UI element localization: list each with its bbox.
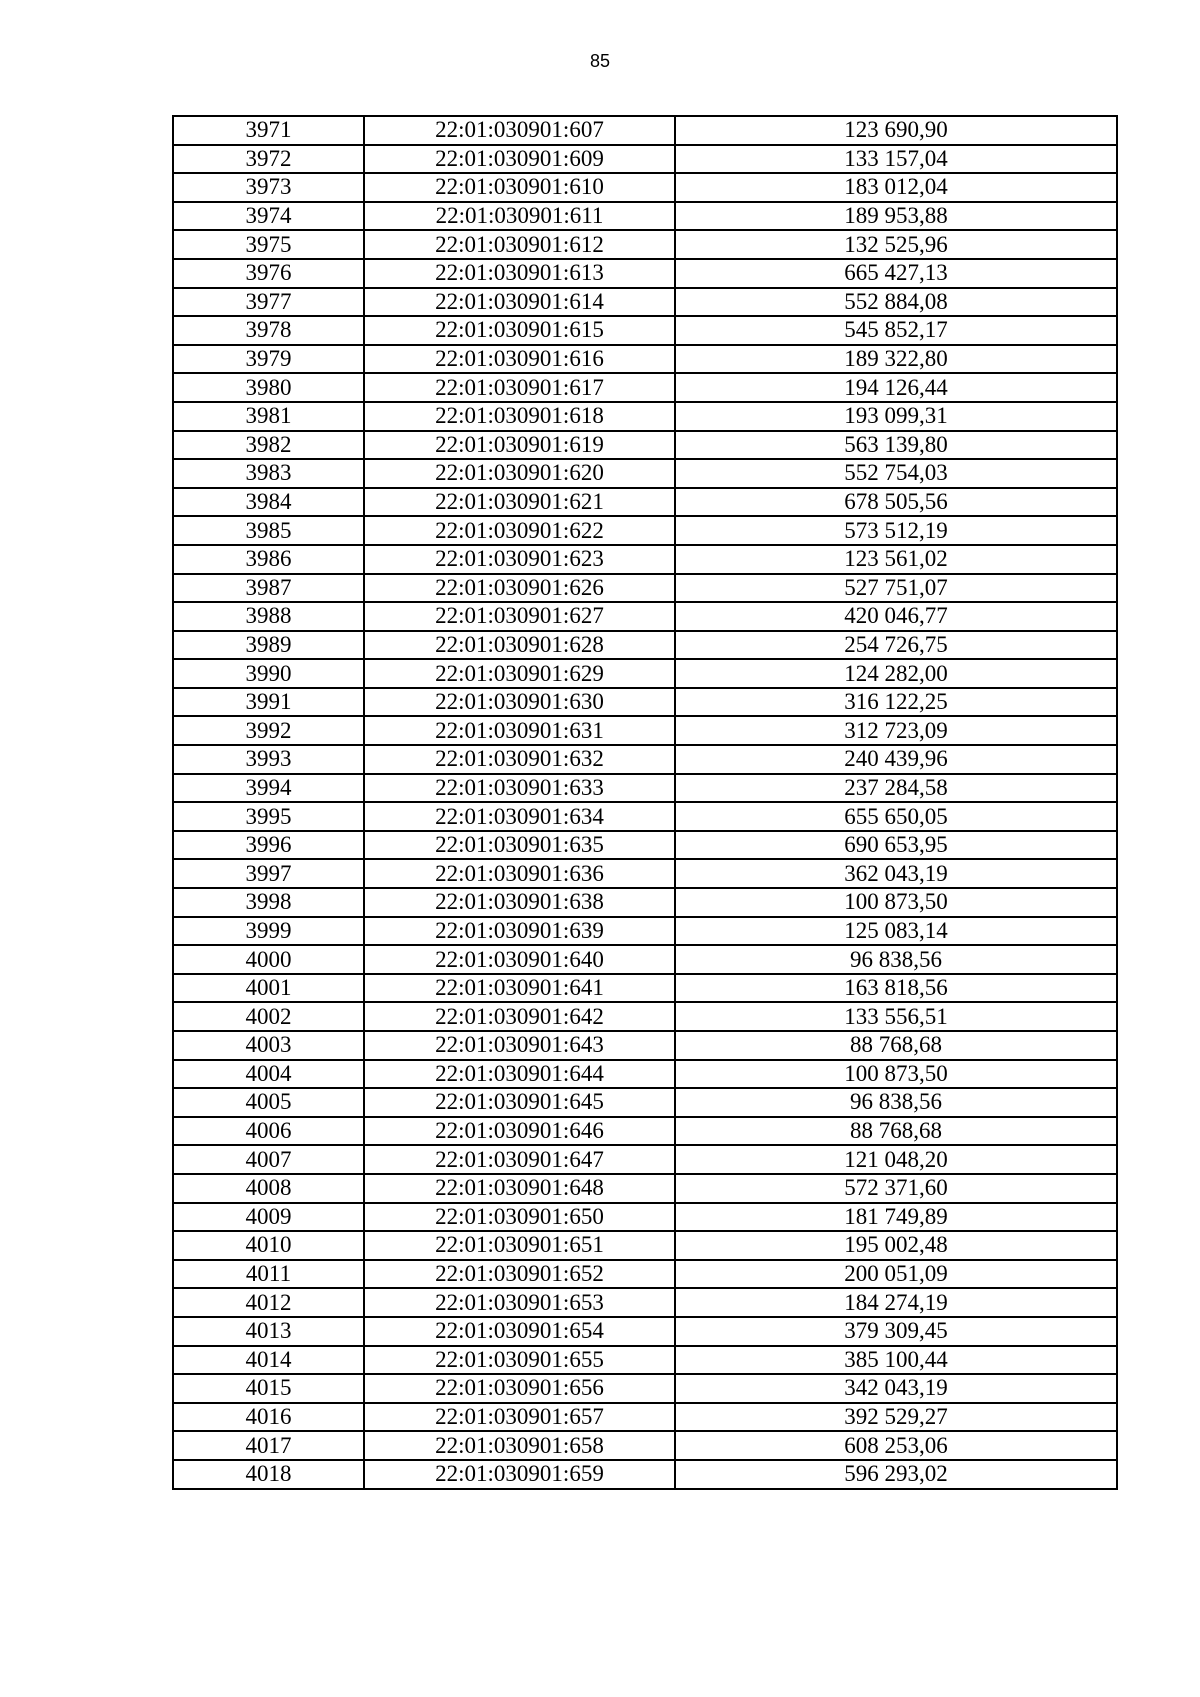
cadastral-number-cell: 22:01:030901:610 xyxy=(364,173,675,202)
table-row xyxy=(173,516,1117,545)
value-cell: 96 838,56 xyxy=(675,1088,1117,1117)
table-row xyxy=(173,802,1117,831)
table-row xyxy=(173,659,1117,688)
table-row xyxy=(173,1088,1117,1117)
value-cell: 200 051,09 xyxy=(675,1260,1117,1289)
table-row xyxy=(173,545,1117,574)
value-cell: 316 122,25 xyxy=(675,688,1117,717)
row-number-cell: 4011 xyxy=(173,1260,364,1289)
value-cell: 123 690,90 xyxy=(675,116,1117,145)
row-number-cell: 3998 xyxy=(173,888,364,917)
table-row xyxy=(173,202,1117,231)
table-row xyxy=(173,917,1117,946)
row-number-cell: 4003 xyxy=(173,1031,364,1060)
row-number-cell: 3983 xyxy=(173,459,364,488)
cadastral-number-cell: 22:01:030901:627 xyxy=(364,602,675,631)
value-cell: 183 012,04 xyxy=(675,173,1117,202)
data-table xyxy=(172,115,1118,1490)
value-cell: 572 371,60 xyxy=(675,1174,1117,1203)
row-number-cell: 4000 xyxy=(173,945,364,974)
row-number-cell: 3989 xyxy=(173,631,364,660)
row-number-cell: 3990 xyxy=(173,659,364,688)
cadastral-number-cell: 22:01:030901:644 xyxy=(364,1060,675,1089)
table-row xyxy=(173,288,1117,317)
table-row xyxy=(173,888,1117,917)
row-number-cell: 3974 xyxy=(173,202,364,231)
row-number-cell: 3984 xyxy=(173,488,364,517)
value-cell: 181 749,89 xyxy=(675,1203,1117,1232)
table-row xyxy=(173,1431,1117,1460)
value-cell: 88 768,68 xyxy=(675,1031,1117,1060)
table-row xyxy=(173,745,1117,774)
row-number-cell: 3992 xyxy=(173,716,364,745)
table-row xyxy=(173,1060,1117,1089)
cadastral-number-cell: 22:01:030901:650 xyxy=(364,1203,675,1232)
table-row xyxy=(173,1403,1117,1432)
table-row xyxy=(173,116,1117,145)
cadastral-number-cell: 22:01:030901:654 xyxy=(364,1317,675,1346)
table-row xyxy=(173,1460,1117,1489)
cadastral-number-cell: 22:01:030901:651 xyxy=(364,1231,675,1260)
table-row xyxy=(173,974,1117,1003)
value-cell: 237 284,58 xyxy=(675,774,1117,803)
value-cell: 527 751,07 xyxy=(675,574,1117,603)
table-row xyxy=(173,831,1117,860)
value-cell: 132 525,96 xyxy=(675,230,1117,259)
row-number-cell: 3978 xyxy=(173,316,364,345)
table-body xyxy=(173,116,1117,1489)
table-row xyxy=(173,1231,1117,1260)
cadastral-number-cell: 22:01:030901:615 xyxy=(364,316,675,345)
table-row xyxy=(173,259,1117,288)
cadastral-number-cell: 22:01:030901:634 xyxy=(364,802,675,831)
cadastral-number-cell: 22:01:030901:638 xyxy=(364,888,675,917)
table-row xyxy=(173,574,1117,603)
cadastral-number-cell: 22:01:030901:642 xyxy=(364,1002,675,1031)
table-row xyxy=(173,1346,1117,1375)
cadastral-number-cell: 22:01:030901:622 xyxy=(364,516,675,545)
row-number-cell: 4010 xyxy=(173,1231,364,1260)
row-number-cell: 4014 xyxy=(173,1346,364,1375)
row-number-cell: 4012 xyxy=(173,1288,364,1317)
table-row xyxy=(173,1374,1117,1403)
table-row xyxy=(173,716,1117,745)
cadastral-number-cell: 22:01:030901:657 xyxy=(364,1403,675,1432)
value-cell: 123 561,02 xyxy=(675,545,1117,574)
row-number-cell: 3981 xyxy=(173,402,364,431)
table-row xyxy=(173,230,1117,259)
value-cell: 312 723,09 xyxy=(675,716,1117,745)
row-number-cell: 3975 xyxy=(173,230,364,259)
row-number-cell: 3971 xyxy=(173,116,364,145)
row-number-cell: 3976 xyxy=(173,259,364,288)
value-cell: 121 048,20 xyxy=(675,1145,1117,1174)
cadastral-number-cell: 22:01:030901:636 xyxy=(364,859,675,888)
table-row xyxy=(173,631,1117,660)
table-row xyxy=(173,431,1117,460)
row-number-cell: 3996 xyxy=(173,831,364,860)
value-cell: 392 529,27 xyxy=(675,1403,1117,1432)
cadastral-number-cell: 22:01:030901:633 xyxy=(364,774,675,803)
cadastral-number-cell: 22:01:030901:640 xyxy=(364,945,675,974)
row-number-cell: 4004 xyxy=(173,1060,364,1089)
cadastral-number-cell: 22:01:030901:647 xyxy=(364,1145,675,1174)
row-number-cell: 3986 xyxy=(173,545,364,574)
cadastral-number-cell: 22:01:030901:613 xyxy=(364,259,675,288)
row-number-cell: 4005 xyxy=(173,1088,364,1117)
value-cell: 189 953,88 xyxy=(675,202,1117,231)
row-number-cell: 3994 xyxy=(173,774,364,803)
cadastral-number-cell: 22:01:030901:648 xyxy=(364,1174,675,1203)
table-row xyxy=(173,402,1117,431)
value-cell: 655 650,05 xyxy=(675,802,1117,831)
cadastral-number-cell: 22:01:030901:614 xyxy=(364,288,675,317)
cadastral-number-cell: 22:01:030901:623 xyxy=(364,545,675,574)
row-number-cell: 3979 xyxy=(173,345,364,374)
cadastral-number-cell: 22:01:030901:629 xyxy=(364,659,675,688)
row-number-cell: 4008 xyxy=(173,1174,364,1203)
cadastral-number-cell: 22:01:030901:659 xyxy=(364,1460,675,1489)
cadastral-number-cell: 22:01:030901:653 xyxy=(364,1288,675,1317)
table-row xyxy=(173,774,1117,803)
cadastral-number-cell: 22:01:030901:646 xyxy=(364,1117,675,1146)
table-row xyxy=(173,373,1117,402)
row-number-cell: 3973 xyxy=(173,173,364,202)
table-row xyxy=(173,1288,1117,1317)
cadastral-number-cell: 22:01:030901:620 xyxy=(364,459,675,488)
row-number-cell: 3972 xyxy=(173,145,364,174)
table-row xyxy=(173,945,1117,974)
cadastral-number-cell: 22:01:030901:616 xyxy=(364,345,675,374)
value-cell: 362 043,19 xyxy=(675,859,1117,888)
value-cell: 133 556,51 xyxy=(675,1002,1117,1031)
cadastral-number-cell: 22:01:030901:635 xyxy=(364,831,675,860)
row-number-cell: 3993 xyxy=(173,745,364,774)
table-row xyxy=(173,1031,1117,1060)
row-number-cell: 3987 xyxy=(173,574,364,603)
cadastral-number-cell: 22:01:030901:645 xyxy=(364,1088,675,1117)
row-number-cell: 3977 xyxy=(173,288,364,317)
cadastral-number-cell: 22:01:030901:609 xyxy=(364,145,675,174)
value-cell: 552 884,08 xyxy=(675,288,1117,317)
row-number-cell: 4017 xyxy=(173,1431,364,1460)
row-number-cell: 3988 xyxy=(173,602,364,631)
table-row xyxy=(173,1260,1117,1289)
row-number-cell: 4018 xyxy=(173,1460,364,1489)
cadastral-number-cell: 22:01:030901:631 xyxy=(364,716,675,745)
cadastral-number-cell: 22:01:030901:658 xyxy=(364,1431,675,1460)
row-number-cell: 3991 xyxy=(173,688,364,717)
table-row xyxy=(173,602,1117,631)
value-cell: 88 768,68 xyxy=(675,1117,1117,1146)
cadastral-number-cell: 22:01:030901:656 xyxy=(364,1374,675,1403)
table-row xyxy=(173,488,1117,517)
cadastral-number-cell: 22:01:030901:618 xyxy=(364,402,675,431)
table-row xyxy=(173,173,1117,202)
cadastral-number-cell: 22:01:030901:630 xyxy=(364,688,675,717)
table-row xyxy=(173,859,1117,888)
cadastral-number-cell: 22:01:030901:628 xyxy=(364,631,675,660)
value-cell: 133 157,04 xyxy=(675,145,1117,174)
table-row xyxy=(173,1145,1117,1174)
cadastral-number-cell: 22:01:030901:639 xyxy=(364,917,675,946)
value-cell: 96 838,56 xyxy=(675,945,1117,974)
row-number-cell: 4009 xyxy=(173,1203,364,1232)
row-number-cell: 3995 xyxy=(173,802,364,831)
table-row xyxy=(173,459,1117,488)
value-cell: 678 505,56 xyxy=(675,488,1117,517)
row-number-cell: 4016 xyxy=(173,1403,364,1432)
cadastral-number-cell: 22:01:030901:641 xyxy=(364,974,675,1003)
value-cell: 665 427,13 xyxy=(675,259,1117,288)
page-number: 85 xyxy=(589,51,611,71)
table-row xyxy=(173,1002,1117,1031)
table-row xyxy=(173,145,1117,174)
row-number-cell: 4001 xyxy=(173,974,364,1003)
row-number-cell: 4002 xyxy=(173,1002,364,1031)
cadastral-number-cell: 22:01:030901:612 xyxy=(364,230,675,259)
row-number-cell: 4007 xyxy=(173,1145,364,1174)
value-cell: 100 873,50 xyxy=(675,888,1117,917)
cadastral-number-cell: 22:01:030901:607 xyxy=(364,116,675,145)
value-cell: 193 099,31 xyxy=(675,402,1117,431)
table-row xyxy=(173,316,1117,345)
value-cell: 563 139,80 xyxy=(675,431,1117,460)
cadastral-number-cell: 22:01:030901:619 xyxy=(364,431,675,460)
value-cell: 100 873,50 xyxy=(675,1060,1117,1089)
cadastral-number-cell: 22:01:030901:632 xyxy=(364,745,675,774)
value-cell: 379 309,45 xyxy=(675,1317,1117,1346)
cadastral-number-cell: 22:01:030901:652 xyxy=(364,1260,675,1289)
table-row xyxy=(173,1317,1117,1346)
table-row xyxy=(173,1117,1117,1146)
row-number-cell: 3997 xyxy=(173,859,364,888)
table-row xyxy=(173,1174,1117,1203)
value-cell: 596 293,02 xyxy=(675,1460,1117,1489)
value-cell: 125 083,14 xyxy=(675,917,1117,946)
value-cell: 342 043,19 xyxy=(675,1374,1117,1403)
table-row xyxy=(173,345,1117,374)
value-cell: 608 253,06 xyxy=(675,1431,1117,1460)
cadastral-number-cell: 22:01:030901:655 xyxy=(364,1346,675,1375)
row-number-cell: 3982 xyxy=(173,431,364,460)
value-cell: 420 046,77 xyxy=(675,602,1117,631)
value-cell: 385 100,44 xyxy=(675,1346,1117,1375)
value-cell: 552 754,03 xyxy=(675,459,1117,488)
value-cell: 189 322,80 xyxy=(675,345,1117,374)
cadastral-number-cell: 22:01:030901:626 xyxy=(364,574,675,603)
value-cell: 194 126,44 xyxy=(675,373,1117,402)
table-row xyxy=(173,688,1117,717)
row-number-cell: 4006 xyxy=(173,1117,364,1146)
value-cell: 545 852,17 xyxy=(675,316,1117,345)
table-row xyxy=(173,1203,1117,1232)
cadastral-number-cell: 22:01:030901:611 xyxy=(364,202,675,231)
value-cell: 195 002,48 xyxy=(675,1231,1117,1260)
value-cell: 254 726,75 xyxy=(675,631,1117,660)
value-cell: 573 512,19 xyxy=(675,516,1117,545)
cadastral-number-cell: 22:01:030901:617 xyxy=(364,373,675,402)
value-cell: 240 439,96 xyxy=(675,745,1117,774)
cadastral-number-cell: 22:01:030901:621 xyxy=(364,488,675,517)
value-cell: 163 818,56 xyxy=(675,974,1117,1003)
value-cell: 124 282,00 xyxy=(675,659,1117,688)
row-number-cell: 3985 xyxy=(173,516,364,545)
row-number-cell: 3980 xyxy=(173,373,364,402)
value-cell: 184 274,19 xyxy=(675,1288,1117,1317)
row-number-cell: 4013 xyxy=(173,1317,364,1346)
row-number-cell: 4015 xyxy=(173,1374,364,1403)
value-cell: 690 653,95 xyxy=(675,831,1117,860)
row-number-cell: 3999 xyxy=(173,917,364,946)
cadastral-number-cell: 22:01:030901:643 xyxy=(364,1031,675,1060)
